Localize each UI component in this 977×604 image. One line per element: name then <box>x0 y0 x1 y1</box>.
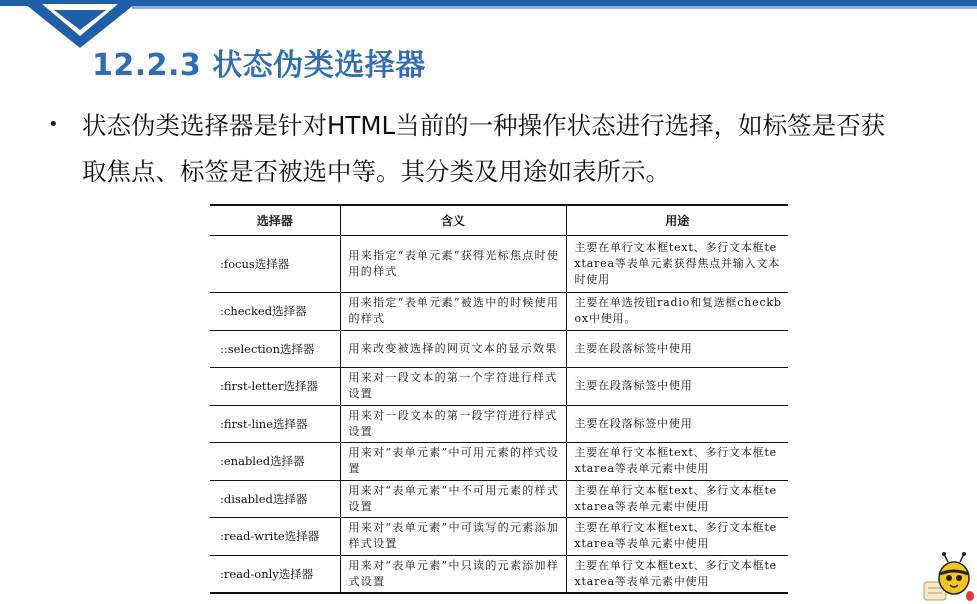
cell-usage: 主要在段落标签中使用 <box>566 368 788 406</box>
table-row <box>210 236 788 293</box>
column-header-meaning: 含义 <box>340 205 566 236</box>
table-row <box>210 443 788 481</box>
table-row <box>210 405 788 443</box>
column-header-selector: 选择器 <box>210 205 340 236</box>
cell-usage: 主要在单行文本框text、多行文本框textarea等表单元素中使用 <box>566 443 788 481</box>
cell-selector: :disabled选择器 <box>210 480 340 518</box>
selector-table <box>210 204 788 594</box>
cell-selector: :read-write选择器 <box>210 518 340 556</box>
bullet-paragraph <box>82 103 952 195</box>
cell-selector: :enabled选择器 <box>210 443 340 481</box>
cell-selector: :read-only选择器 <box>210 555 340 593</box>
cell-meaning: 用来对一段文本的第一段字符进行样式设置 <box>340 405 566 443</box>
table-row <box>210 555 788 593</box>
cell-meaning: 用来对“表单元素”中只读的元素添加样式设置 <box>340 555 566 593</box>
cell-meaning: 用来改变被选择的网页文本的显示效果 <box>340 330 566 368</box>
cell-selector: :first-letter选择器 <box>210 368 340 406</box>
bullet-line-2: 取焦点、标签是否被选中等。其分类及用途如表所示。 <box>82 157 670 186</box>
table-row <box>210 368 788 406</box>
cell-usage: 主要在段落标签中使用 <box>566 405 788 443</box>
column-header-usage: 用途 <box>566 205 788 236</box>
cell-meaning: 用来指定“表单元素”获得光标焦点时使用的样式 <box>340 236 566 293</box>
cell-usage: 主要在单行文本框text、多行文本框textarea等表单元素获得焦点并输入文本时使用 <box>566 236 788 293</box>
cell-selector: ::selection选择器 <box>210 330 340 368</box>
bullet-marker: • <box>48 114 59 135</box>
header-accent-line <box>132 6 977 9</box>
cell-meaning: 用来对一段文本的第一个字符进行样式设置 <box>340 368 566 406</box>
cell-meaning: 用来对“表单元素”中可读写的元素添加样式设置 <box>340 518 566 556</box>
bee-mascot-icon <box>918 552 974 604</box>
cell-usage: 主要在单行文本框text、多行文本框textarea等表单元素中使用 <box>566 555 788 593</box>
cell-selector: :checked选择器 <box>210 293 340 331</box>
cell-selector: :first-line选择器 <box>210 405 340 443</box>
table-header-row <box>210 205 788 236</box>
cell-meaning: 用来对“表单元素”中不可用元素的样式设置 <box>340 480 566 518</box>
cell-usage: 主要在单选按钮radio和复选框checkbox中使用。 <box>566 293 788 331</box>
table-row <box>210 293 788 331</box>
cell-meaning: 用来对“表单元素”中可用元素的样式设置 <box>340 443 566 481</box>
cell-usage: 主要在单行文本框text、多行文本框textarea等表单元素中使用 <box>566 518 788 556</box>
table-row <box>210 480 788 518</box>
cell-usage: 主要在单行文本框text、多行文本框textarea等表单元素中使用 <box>566 480 788 518</box>
table-row <box>210 330 788 368</box>
cell-usage: 主要在段落标签中使用 <box>566 330 788 368</box>
bullet-line-1: 状态伪类选择器是针对HTML当前的一种操作状态进行选择，如标签是否获 <box>82 111 886 140</box>
table-row <box>210 518 788 556</box>
cell-meaning: 用来指定“表单元素”被选中的时候使用的样式 <box>340 293 566 331</box>
page-title: 12.2.3 状态伪类选择器 <box>92 48 426 83</box>
cell-selector: :focus选择器 <box>210 236 340 293</box>
